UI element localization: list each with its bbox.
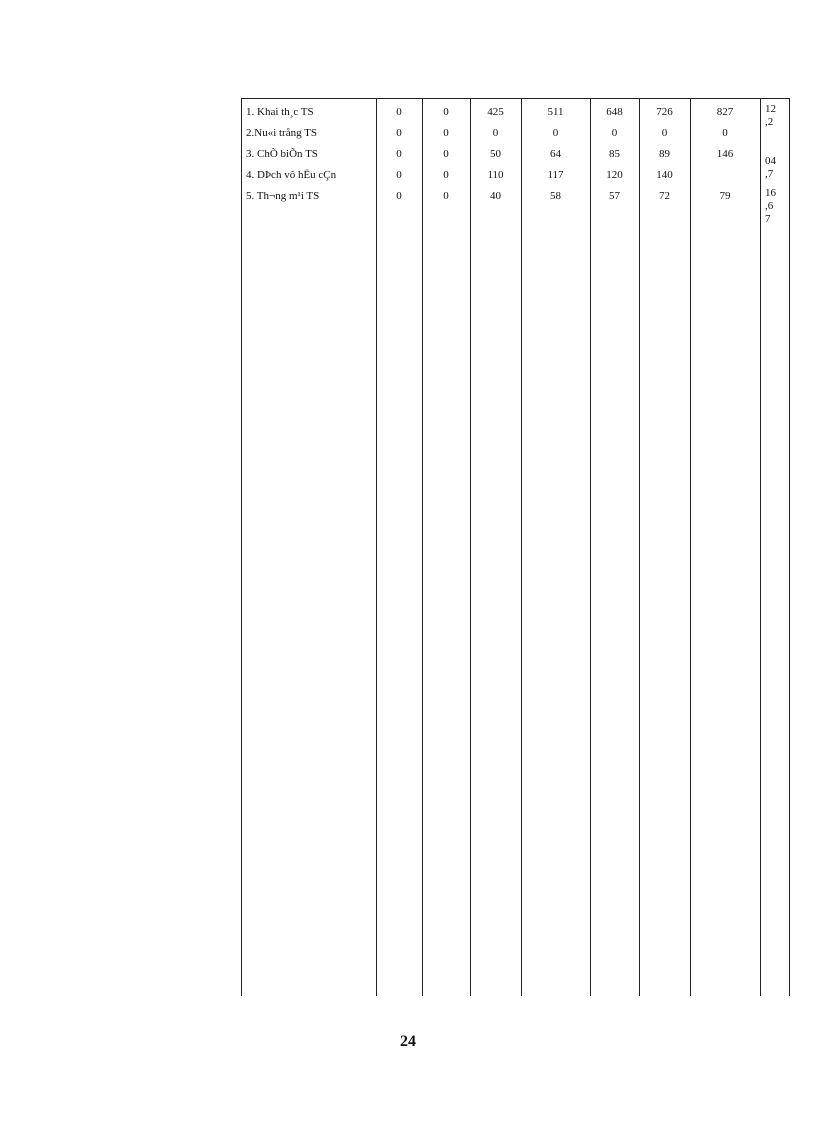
table-cell: 425 — [487, 106, 504, 118]
row-label: 5. Th¬ng m¹i TS — [246, 190, 320, 202]
column-divider — [422, 99, 423, 996]
row-label: 4. DÞch vô hËu cÇn — [246, 169, 337, 181]
data-table — [241, 98, 790, 996]
column-divider — [789, 99, 790, 996]
column-divider — [470, 99, 471, 996]
table-cell: 0 — [443, 127, 449, 139]
column-divider — [760, 99, 761, 996]
table-cell: 0 — [396, 106, 402, 118]
table-cell: 72 — [659, 190, 670, 202]
table-cell: 0 — [443, 190, 449, 202]
table-cell: 0 — [661, 127, 668, 139]
column-divider — [639, 99, 640, 996]
table-cell: 0 — [722, 127, 728, 139]
narrow-cell: ,7 — [765, 168, 774, 180]
row-label: 1. Khai th¸c TS — [246, 106, 314, 118]
narrow-cell: ,2 — [765, 116, 774, 128]
table-row — [241, 103, 790, 124]
table-row — [241, 145, 790, 166]
table-cell: 140 — [656, 169, 673, 181]
narrow-cell: ,6 — [765, 200, 774, 212]
table-cell: 0 — [552, 127, 559, 139]
narrow-cell: 04 — [765, 155, 776, 167]
column-divider — [376, 99, 377, 996]
table-cell: 64 — [550, 148, 561, 160]
narrow-cell: 12 — [765, 103, 776, 115]
table-row — [241, 187, 790, 208]
table-cell: 0 — [443, 148, 449, 160]
table-cell: 0 — [396, 127, 402, 139]
column-divider — [690, 99, 691, 996]
table-cell: 57 — [609, 190, 620, 202]
narrow-cell — [765, 129, 787, 155]
table-cell: 0 — [396, 169, 402, 181]
table-row — [241, 166, 790, 187]
narrow-cell: 7 — [765, 213, 771, 225]
table-cell: 0 — [396, 190, 402, 202]
table-cell: 110 — [487, 169, 504, 181]
table-cell: 40 — [490, 190, 501, 202]
table-cell: 50 — [490, 148, 501, 160]
table-cell: 0 — [396, 148, 402, 160]
table-cell: 0 — [443, 169, 449, 181]
page-number: 24 — [400, 1033, 416, 1050]
table-cell: 79 — [719, 190, 731, 202]
table-cell: 0 — [443, 106, 449, 118]
table-row — [241, 124, 790, 145]
table-cell: 85 — [609, 148, 620, 160]
table-cell: 120 — [606, 169, 623, 181]
table-cell: 726 — [656, 106, 673, 118]
row-label: 3. ChÕ biÕn TS — [246, 148, 318, 160]
column-divider — [241, 99, 242, 996]
column-divider — [521, 99, 522, 996]
table-cell: 827 — [716, 106, 734, 118]
table-cell: 89 — [659, 148, 670, 160]
table-cell: 58 — [550, 190, 561, 202]
row-label: 2.Nu«i trång TS — [246, 127, 317, 139]
table-cell: 648 — [606, 106, 623, 118]
table-cell: 117 — [547, 169, 564, 181]
table-cell: 146 — [716, 148, 734, 160]
table-cell: 0 — [611, 127, 618, 139]
column-divider — [590, 99, 591, 996]
narrow-cell: 16 — [765, 187, 776, 199]
narrow-column — [765, 103, 787, 226]
table-cell: 0 — [492, 127, 499, 139]
table-cell: 511 — [547, 106, 564, 118]
